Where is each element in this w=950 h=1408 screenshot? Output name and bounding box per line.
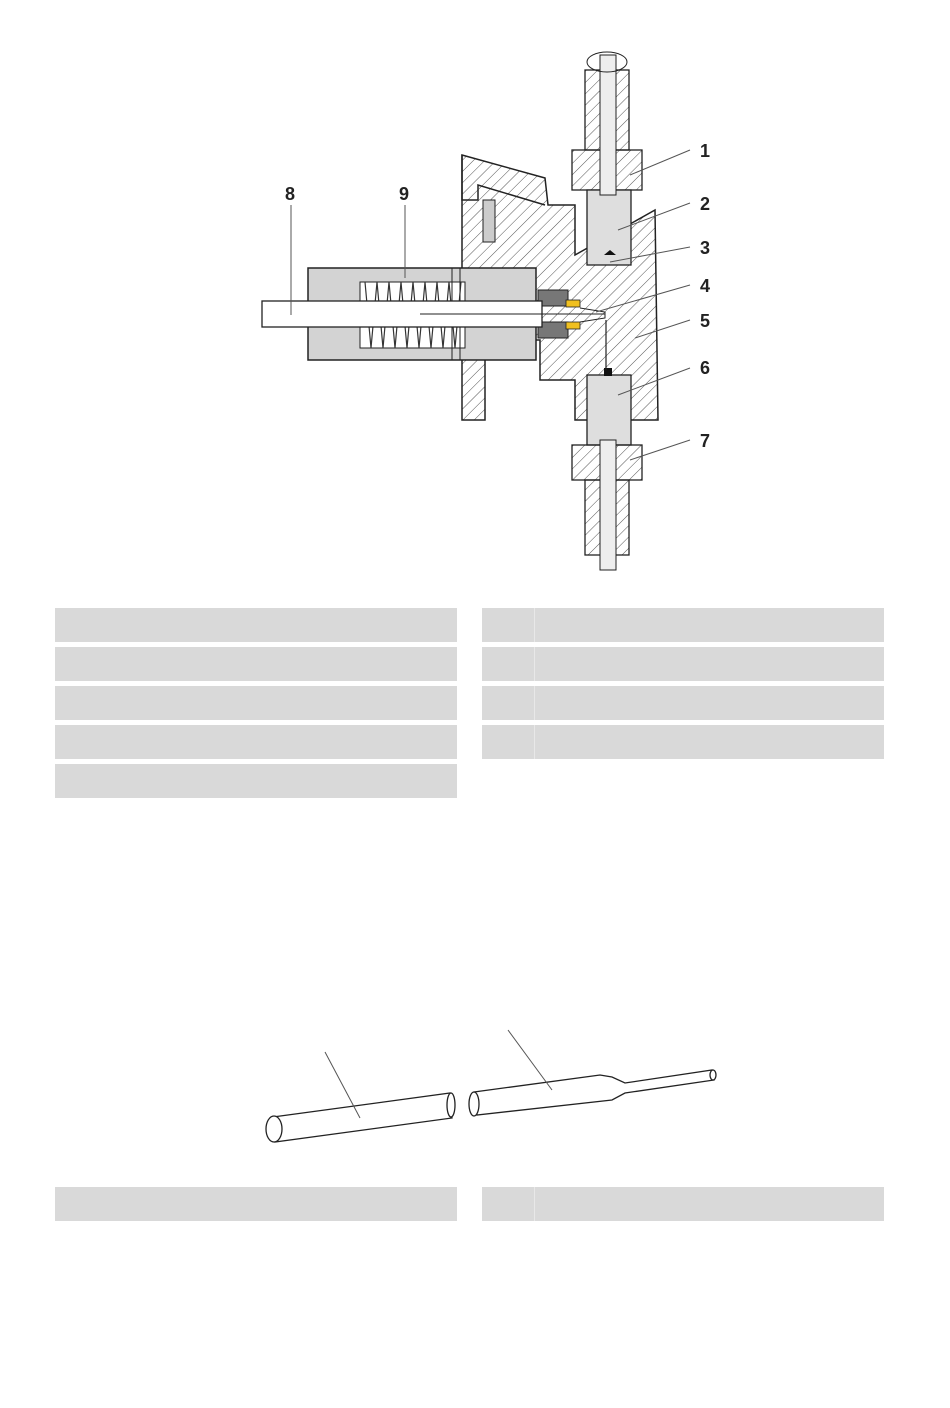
legend-table-left (55, 608, 457, 803)
table-row (55, 608, 457, 642)
table-row (55, 725, 457, 759)
table-row (482, 725, 884, 759)
callout-4: 4 (700, 276, 711, 296)
callout-6: 6 (700, 358, 711, 378)
table-row (55, 764, 457, 798)
table-row (482, 686, 884, 720)
legend-table-right (482, 608, 884, 764)
table-row (482, 608, 884, 642)
legend-table-bottom-right (482, 1187, 884, 1226)
table-row (55, 1187, 457, 1221)
callout-9: 9 (399, 184, 410, 204)
tube-diagram (0, 1020, 950, 1160)
table-row (482, 647, 884, 681)
callout-3: 3 (700, 238, 711, 258)
sectional-diagram (0, 40, 950, 580)
legend-table-bottom-left (55, 1187, 457, 1226)
tube-right (469, 1070, 716, 1116)
callout-5: 5 (700, 311, 711, 331)
table-row (55, 686, 457, 720)
callout-7: 7 (700, 431, 711, 451)
upper-fitting (572, 52, 642, 265)
callout-2: 2 (700, 194, 711, 214)
table-row (55, 647, 457, 681)
tube-left (266, 1093, 455, 1142)
table-row (482, 1187, 884, 1221)
callout-8: 8 (285, 184, 296, 204)
callout-1: 1 (700, 141, 711, 161)
